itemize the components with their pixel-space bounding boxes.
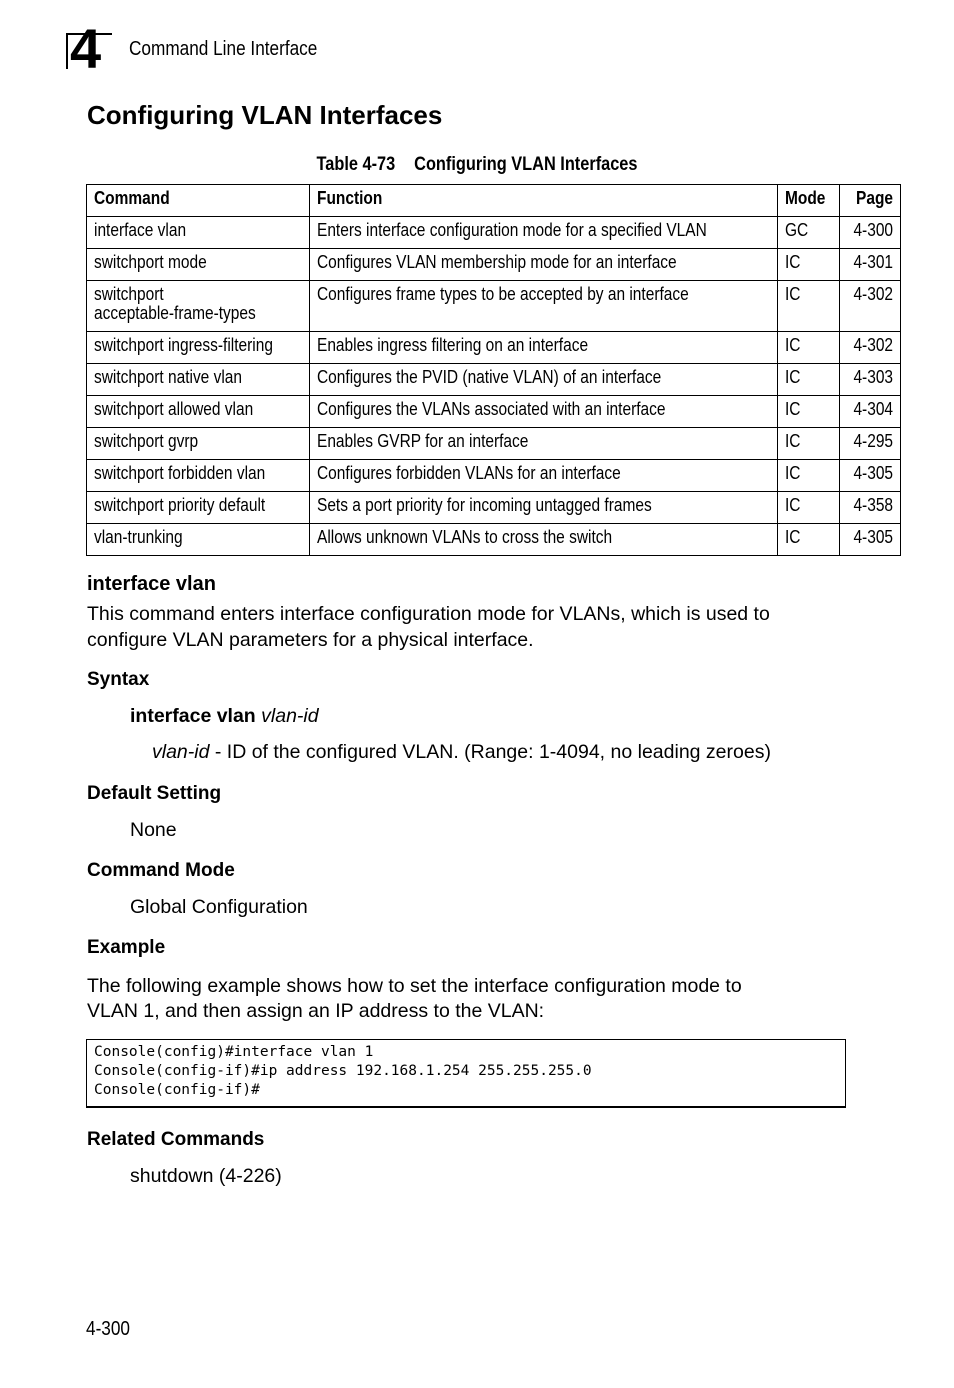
table-caption: [67, 154, 887, 176]
cell-page: 4-304: [840, 396, 901, 428]
cell-page: 4-358: [840, 492, 901, 524]
cell-mode: IC: [778, 396, 840, 428]
cell-command: vlan-trunking: [87, 524, 310, 556]
cell-mode: IC: [778, 428, 840, 460]
cell-function: Configures the VLANs associated with an interface: [310, 396, 778, 428]
cell-command: switchport priority default: [87, 492, 310, 524]
example-description-line-2: VLAN 1, and then assign an IP address to the VLAN:: [87, 1000, 545, 1022]
command-mode-heading: Command Mode: [87, 860, 235, 881]
command-description-line-1: This command enters interface configuration mode for VLANs, which is used to: [87, 603, 770, 625]
example-heading: Example: [87, 937, 166, 958]
chapter-number: 4: [70, 17, 100, 80]
cell-command: switchport mode: [87, 249, 310, 281]
example-description-line-1: The following example shows how to set the interface configuration mode to: [87, 975, 742, 997]
table-row: [87, 524, 901, 556]
cell-function: Enters interface configuration mode for a specified VLAN: [310, 217, 778, 249]
code-line: Console(config-if)#ip address 192.168.1.254 255.255.255.0: [94, 1063, 592, 1079]
cell-page: 4-305: [840, 524, 901, 556]
code-line: Console(config)#interface vlan 1: [94, 1044, 374, 1060]
default-setting-heading: Default Setting: [87, 783, 222, 804]
cell-command: switchport gvrp: [87, 428, 310, 460]
table-row: [87, 364, 901, 396]
cell-mode: GC: [778, 217, 840, 249]
cell-function: Configures forbidden VLANs for an interface: [310, 460, 778, 492]
cell-page: 4-300: [840, 217, 901, 249]
related-commands-heading: Related Commands: [87, 1129, 265, 1150]
cell-mode: IC: [778, 492, 840, 524]
table-row: [87, 428, 901, 460]
cell-page: 4-302: [840, 281, 901, 332]
page-number: 4-300: [86, 1318, 130, 1340]
cell-mode: IC: [778, 281, 840, 332]
cell-page: 4-301: [840, 249, 901, 281]
cell-command: switchport native vlan: [87, 364, 310, 396]
table-row: [87, 281, 901, 332]
parameter-name: vlan-id: [152, 741, 210, 763]
column-header-mode: Mode: [778, 185, 840, 217]
syntax-keyword: interface vlan: [130, 705, 256, 727]
cell-command: switchport acceptable-frame-types: [87, 281, 310, 332]
table-row: [87, 217, 901, 249]
vlan-interface-commands-table: [86, 184, 901, 556]
table-caption-number: Table 4-73: [316, 154, 396, 175]
syntax-line: [130, 705, 319, 728]
cell-function: Configures frame types to be accepted by an interface: [310, 281, 778, 332]
command-mode-value: Global Configuration: [130, 896, 308, 918]
syntax-heading: Syntax: [87, 669, 150, 690]
cell-mode: IC: [778, 460, 840, 492]
parameter-text: - ID of the configured VLAN. (Range: 1-4094, no leading zeroes): [209, 741, 771, 763]
cell-mode: IC: [778, 249, 840, 281]
cell-function: Configures VLAN membership mode for an interface: [310, 249, 778, 281]
running-header-title: Command Line Interface: [129, 38, 318, 60]
table-row: [87, 332, 901, 364]
cell-mode: IC: [778, 524, 840, 556]
cell-function: Enables GVRP for an interface: [310, 428, 778, 460]
parameter-description: [152, 741, 771, 764]
column-header-command: Command: [87, 185, 310, 217]
cell-page: 4-295: [840, 428, 901, 460]
table-row: [87, 249, 901, 281]
section-title: Configuring VLAN Interfaces: [87, 100, 443, 130]
cell-page: 4-305: [840, 460, 901, 492]
table-header-row: [87, 185, 901, 217]
cell-page: 4-302: [840, 332, 901, 364]
cell-function: Allows unknown VLANs to cross the switch: [310, 524, 778, 556]
default-setting-value: None: [130, 819, 177, 841]
column-header-function: Function: [310, 185, 778, 217]
command-description-line-2: configure VLAN parameters for a physical interface.: [87, 629, 534, 651]
chapter-tab-border-left: [66, 33, 68, 69]
cell-function: Enables ingress filtering on an interface: [310, 332, 778, 364]
cell-command: switchport forbidden vlan: [87, 460, 310, 492]
cell-command: switchport ingress-filtering: [87, 332, 310, 364]
table-row: [87, 396, 901, 428]
related-command-link[interactable]: shutdown (4-226): [130, 1165, 282, 1187]
cell-command: switchport allowed vlan: [87, 396, 310, 428]
cell-mode: IC: [778, 332, 840, 364]
cell-command: interface vlan: [87, 217, 310, 249]
code-line: Console(config-if)#: [94, 1082, 260, 1098]
cell-function: Configures the PVID (native VLAN) of an interface: [310, 364, 778, 396]
cell-page: 4-303: [840, 364, 901, 396]
syntax-parameter: vlan-id: [261, 705, 319, 727]
command-heading: interface vlan: [87, 573, 216, 595]
table-row: [87, 460, 901, 492]
table-caption-title: Configuring VLAN Interfaces: [414, 154, 638, 175]
cell-mode: IC: [778, 364, 840, 396]
cell-function: Sets a port priority for incoming untagged frames: [310, 492, 778, 524]
table-row: [87, 492, 901, 524]
column-header-page: Page: [840, 185, 901, 217]
